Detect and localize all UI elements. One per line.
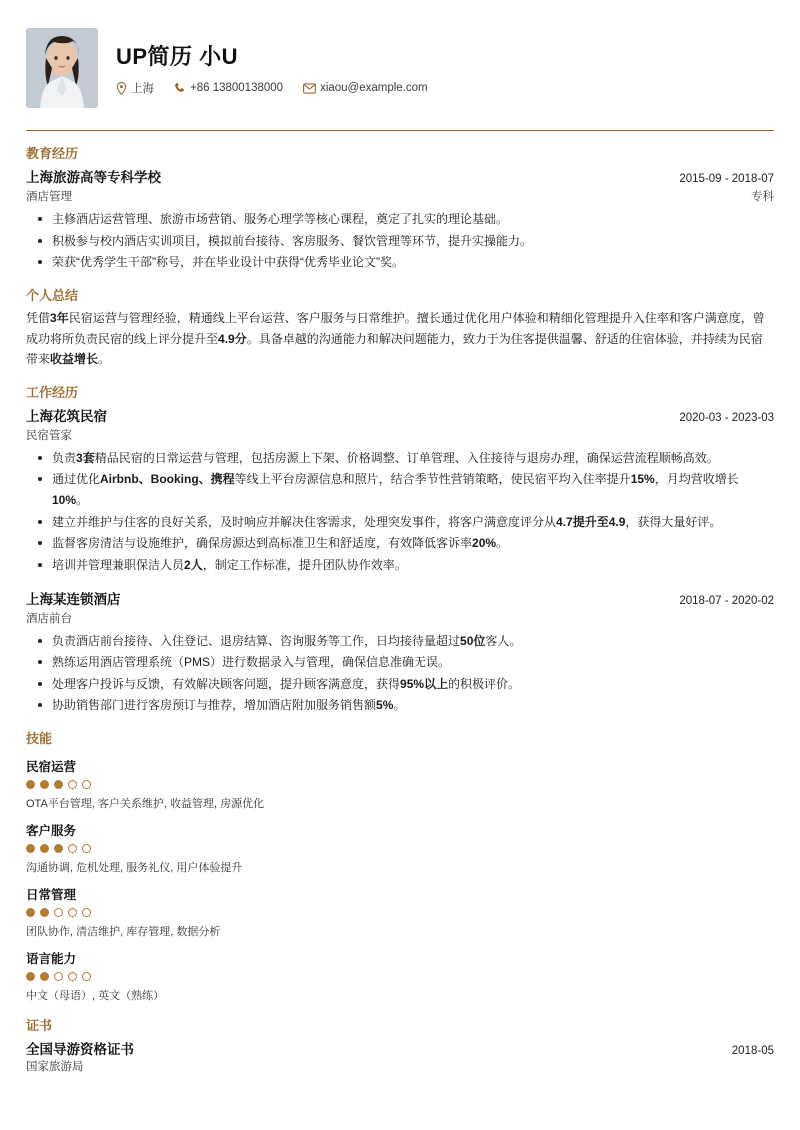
list-item: 处理客户投诉与反馈，有效解决顾客问题，提升顾客满意度，获得95%以上的积极评价。 (52, 674, 774, 695)
contact-phone-text: +86 13800138000 (190, 82, 284, 94)
skill-level-dots (26, 908, 774, 917)
list-item: 负责3套精品民宿的日常运营与管理，包括房源上下架、价格调整、订单管理、入住接待与退房办理，确保运营流程顺畅高效。 (52, 448, 774, 469)
skill-dot (54, 908, 63, 917)
skill-dot (26, 908, 35, 917)
skill-item-1 (26, 757, 774, 811)
list-item: 负责酒店前台接待、入住登记、退房结算、咨询服务等工作，日均接待量超过50位客人。 (52, 631, 774, 652)
list-item: 培训并管理兼职保洁人员2人，制定工作标准，提升团队协作效率。 (52, 555, 774, 576)
education-major: 酒店管理 (26, 191, 72, 203)
skill-dot (68, 972, 77, 981)
list-item: 熟练运用酒店管理系统（PMS）进行数据录入与管理，确保信息准确无误。 (52, 652, 774, 673)
skill-description: 中文（母语）, 英文（熟练） (26, 990, 165, 1002)
education-date: 2015-09 - 2018-07 (679, 173, 774, 185)
skill-dot (40, 780, 49, 789)
skill-description: 团队协作, 清洁维护, 库存管理, 数据分析 (26, 926, 221, 938)
work-entry-1 (26, 405, 774, 576)
skill-dot (82, 908, 91, 917)
list-item: 协助销售部门进行客房预订与推荐，增加酒店附加服务销售额5%。 (52, 695, 774, 716)
list-item: 监督客房清洁与设施维护，确保房源达到高标准卫生和舒适度，有效降低客诉率20%。 (52, 533, 774, 554)
envelope-icon (303, 83, 316, 94)
list-item: 荣获“优秀学生干部”称号，并在毕业设计中获得“优秀毕业论文”奖。 (52, 252, 774, 273)
resume-header (24, 28, 776, 130)
contact-location (116, 80, 154, 96)
work-company-2: 上海某连锁酒店 (26, 591, 121, 607)
skill-dot (82, 844, 91, 853)
skill-level-dots (26, 780, 774, 789)
skill-item-3 (26, 885, 774, 939)
certificate-issuer: 国家旅游局 (26, 1061, 84, 1073)
certificate-name: 全国导游资格证书 (26, 1042, 134, 1057)
work-entry-head (26, 405, 774, 425)
skill-dot (54, 844, 63, 853)
contact-phone (174, 82, 283, 94)
education-school: 上海旅游高等专科学校 (26, 170, 161, 185)
list-item: 主修酒店运营管理、旅游市场营销、服务心理学等核心课程，奠定了扎实的理论基础。 (52, 209, 774, 230)
education-bullets (26, 209, 774, 273)
list-item: 通过优化Airbnb、Booking、携程等线上平台房源信息和照片，结合季节性营销策略，使民宿平均入住率提升15%，月均营收增长10%。 (52, 469, 774, 510)
skill-dot (40, 908, 49, 917)
work-sub-row (26, 427, 774, 443)
skill-name: 日常管理 (26, 888, 77, 902)
skill-dot (68, 908, 77, 917)
work-sub-row-2 (26, 610, 774, 626)
skill-dot (26, 780, 35, 789)
section-skills (26, 728, 774, 1003)
contact-location-text: 上海 (131, 83, 154, 95)
section-title-work: 工作经历 (26, 384, 79, 400)
work-bullets-2 (26, 631, 774, 717)
skill-level-dots (26, 972, 774, 981)
skill-description: OTA平台管理, 客户关系维护, 收益管理, 房源优化 (26, 798, 265, 810)
section-education (26, 143, 774, 273)
work-entry-2 (26, 588, 774, 717)
skill-item-4 (26, 949, 774, 1003)
skill-dot (68, 844, 77, 853)
skill-dot (26, 972, 35, 981)
work-date-2: 2018-07 - 2020-02 (679, 594, 774, 607)
section-title-education: 教育经历 (26, 146, 79, 161)
phone-icon (174, 82, 186, 94)
skill-dot (54, 972, 63, 981)
education-entry-head (26, 166, 774, 186)
list-item: 积极参与校内酒店实训项目，模拟前台接待、客房服务、餐饮管理等环节，提升实操能力。 (52, 231, 774, 252)
header-info (116, 40, 428, 96)
section-title-certificates: 证书 (26, 1018, 53, 1033)
work-date: 2020-03 - 2023-03 (679, 411, 774, 424)
list-item: 建立并维护与住客的良好关系，及时响应并解决住客需求，处理突发事件，将客户满意度评分从4.7提升至4.9，获得大量好评。 (52, 512, 774, 533)
skill-dot (26, 844, 35, 853)
work-role-2: 酒店前台 (26, 612, 72, 625)
skill-dot (40, 844, 49, 853)
header-divider (26, 130, 774, 131)
summary-text: 凭借3年民宿运营与管理经验，精通线上平台运营、客户服务与日常维护。擅长通过优化用户体验和精细化管理提升入住率和客户满意度，曾成功将所负责民宿的线上评分提升至4.9分。具备卓越的沟通能力和解决问题能力，致力于为住客提供温馨、舒适的住宿体验，并持续为民宿带来收益增长。 (26, 310, 765, 367)
skill-dot (68, 780, 77, 789)
page-title: UP简历 小U (116, 44, 239, 69)
contact-row (116, 80, 428, 96)
education-degree: 专科 (751, 191, 774, 203)
skill-dot (54, 780, 63, 789)
skill-dot (82, 780, 91, 789)
work-bullets (26, 448, 774, 576)
skill-item-2 (26, 821, 774, 875)
skill-name: 民宿运营 (26, 760, 77, 774)
work-role: 民宿管家 (26, 429, 72, 442)
certificate-head (26, 1038, 774, 1058)
skill-level-dots (26, 844, 774, 853)
contact-email-text: xiaou@example.com (320, 82, 428, 94)
certificate-date: 2018-05 (731, 1045, 774, 1057)
skill-description: 沟通协调, 危机处理, 服务礼仪, 用户体验提升 (26, 862, 243, 874)
contact-email (303, 82, 428, 94)
work-company: 上海花筑民宿 (26, 408, 107, 424)
skill-name: 语言能力 (26, 952, 77, 966)
section-title-summary: 个人总结 (26, 287, 79, 303)
section-title-skills: 技能 (26, 731, 53, 746)
avatar (26, 28, 98, 108)
section-summary (26, 285, 774, 370)
education-sub-row (26, 188, 774, 204)
section-certificates (26, 1015, 774, 1074)
section-work (26, 382, 774, 716)
work-entry-head-2 (26, 588, 774, 608)
skill-name: 客户服务 (26, 824, 77, 838)
skill-dot (40, 972, 49, 981)
location-pin-icon (116, 82, 127, 95)
skill-dot (82, 972, 91, 981)
